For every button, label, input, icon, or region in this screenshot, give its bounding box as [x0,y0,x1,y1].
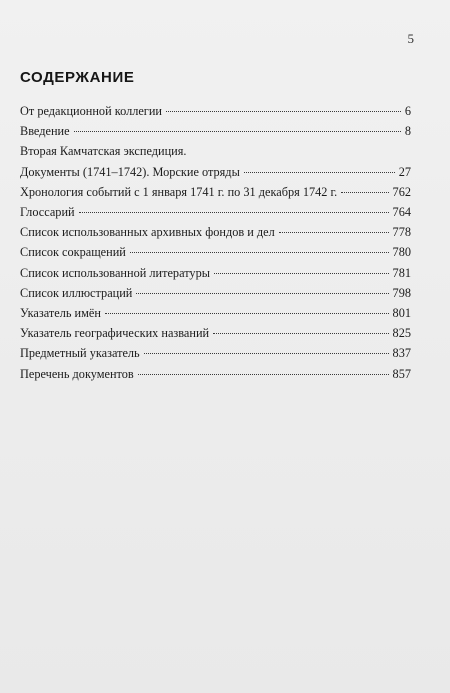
toc-entry-title: Указатель географических названий [20,326,210,341]
dot-leader [130,252,389,253]
dot-leader [74,131,401,132]
toc-entry-page: 801 [392,306,411,321]
toc-entry-illustrations [20,283,411,303]
toc-entry-title: Список использованных архивных фондов и дел [20,225,275,240]
dot-leader [244,172,395,173]
toc-entry-title: Введение [20,124,70,139]
toc-entry-glossary [20,202,411,222]
toc-entry-title: Указатель имён [20,306,101,321]
toc-entry-name-index [20,303,411,323]
toc-entry-title: Хронология событий с 1 января 1741 г. по 31 декабря 1742 г. [20,184,338,199]
dot-leader [144,353,389,354]
dot-leader [213,333,388,334]
toc-entry-title-line1: Вторая Камчатская экспедиция. [20,144,187,159]
toc-entry-page: 8 [404,124,411,139]
toc-entry-page: 762 [392,184,411,199]
dot-leader [166,111,401,112]
toc-entry-documents [20,141,411,181]
table-of-contents [20,101,411,384]
toc-entry-title: От редакционной коллегии [20,104,163,118]
contents-heading: СОДЕРЖАНИЕ [20,69,135,86]
toc-entry-page: 27 [398,164,411,179]
toc-entry-title: Список сокращений [20,245,126,260]
toc-entry-title: Список использованной литературы [20,265,210,280]
toc-entry-page: 798 [392,285,411,300]
toc-entry-title: Предметный указатель [20,346,140,361]
toc-entry-title: Глоссарий [20,205,75,220]
toc-entry-page: 857 [392,366,411,381]
toc-entry-editorial [20,101,411,121]
toc-entry-page: 764 [392,205,411,220]
toc-entry-literature [20,263,411,283]
toc-entry-title: Перечень документов [20,366,134,381]
toc-entry-subject-index [20,343,411,363]
toc-entry-page: 837 [392,346,411,361]
toc-entry-geo-index [20,323,411,343]
toc-entry-introduction [20,121,411,141]
dot-leader [79,212,389,213]
toc-entry-page: 780 [392,245,411,260]
toc-entry-page: 781 [392,265,411,280]
dot-leader [214,273,389,274]
toc-entry-abbreviations [20,242,411,262]
toc-entry-page: 825 [392,326,411,341]
dot-leader [138,374,389,375]
toc-entry-page: 6 [404,104,411,118]
dot-leader [136,293,388,294]
page-number: 5 [407,31,414,46]
toc-entry-title: Список иллюстраций [20,285,133,300]
dot-leader [279,232,389,233]
toc-entry-archives [20,222,411,242]
toc-entry-chronology [20,182,411,202]
dot-leader [105,313,389,314]
dot-leader [341,192,388,193]
toc-entry-title: Документы (1741–1742). Морские отряды [20,164,240,179]
toc-entry-page: 778 [392,225,411,240]
toc-entry-document-list [20,364,411,384]
